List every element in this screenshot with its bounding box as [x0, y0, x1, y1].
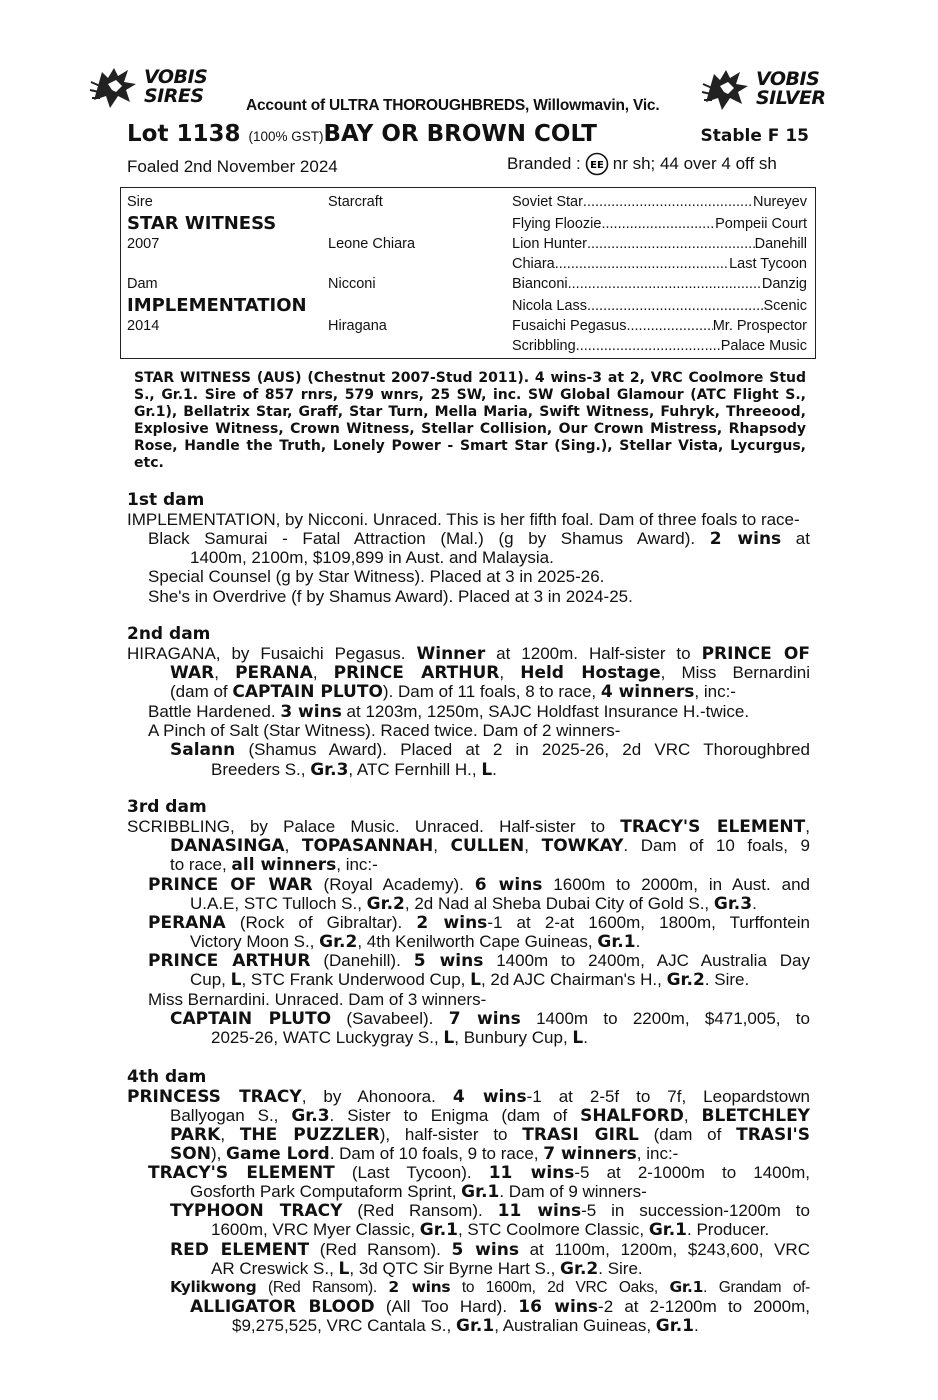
logo-line2: SILVER [756, 87, 826, 109]
text-segment: , STC Coolmore Classic, [457, 1220, 649, 1239]
logo-line1: VOBIS [756, 68, 820, 90]
pedigree-line [170, 1125, 810, 1145]
ancestor-row [512, 318, 807, 334]
bold-segment: PRINCE ARTHUR [148, 951, 311, 971]
dam-name: IMPLEMENTATION [127, 295, 307, 316]
bold-segment: Gr.1 [455, 1316, 495, 1336]
text-segment: A Pinch of Salt (Star Witness). Raced twice. Dam of 2 winners- [148, 721, 621, 740]
bold-segment: SON [170, 1144, 211, 1164]
text-segment: ), [210, 1144, 227, 1163]
sire-dam: Leone Chiara [328, 236, 416, 252]
text-segment: . Dam of 10 foals, 9 to race, [329, 1144, 544, 1163]
text-segment: (Royal Academy). [312, 875, 475, 894]
text-segment: at [781, 529, 810, 548]
bold-segment: RED ELEMENT [170, 1240, 310, 1260]
pedigree-line [170, 1240, 810, 1260]
bold-segment: CULLEN [450, 836, 525, 856]
bold-segment: 5 wins [451, 1240, 519, 1260]
sire-summary: STAR WITNESS (AUS) (Chestnut 2007-Stud 2011). 4 wins-3 at 2, VRC Coolmore Stud S., Gr.1. Sire of 857 rnrs, 579 wnrs, 25 SW, inc. SW Global Glamour (ATC Flight S., Gr.1), Bellatrix Star, Graff, Star Turn, Mella Maria, Swift Witness, Fuhryk, Threeood, Explosive Witness, Crown Witness, Stellar Collision, Our Crown Mistress, Rhapsody Rose, Handle the Truth, Lonely Power - Smart Star (Sing.), Stellar Vista, Lycurgus, etc. [134, 370, 806, 471]
text-segment: , 2d Nad al Sheba Dubai City of Gold S., [404, 894, 714, 913]
bold-segment: 2 wins [388, 1278, 451, 1296]
text-segment: HIRAGANA, by Fusaichi Pegasus. [127, 644, 417, 663]
bold-segment: DANASINGA [170, 836, 285, 856]
text-segment: at 1100m, 1200m, $243,600, VRC [518, 1240, 810, 1259]
bold-segment: Gr.1 [597, 932, 636, 952]
text-segment: , inc:- [694, 682, 736, 701]
foaled-date: Foaled 2nd November 2024 [127, 157, 338, 176]
text-segment: Battle Hardened. [148, 702, 281, 721]
text-segment: . Sire. [704, 970, 750, 989]
gst-note: (100% GST) [248, 129, 324, 144]
dam-year: 2014 [127, 318, 160, 334]
text-segment: . [583, 1028, 588, 1047]
text-segment: , [220, 1125, 240, 1144]
bold-segment: Held Hostage [520, 663, 661, 683]
pedigree-line [211, 1220, 769, 1240]
text-segment: Cup, [190, 970, 231, 989]
bold-segment: Salann [170, 740, 236, 760]
text-segment: Special Counsel (g by Star Witness). Placed at 3 in 2025-26. [148, 567, 605, 586]
bold-segment: SHALFORD [580, 1106, 684, 1126]
ancestor-left: Chiara [512, 256, 555, 272]
account-line: Account of ULTRA THOROUGHBREDS, Willowmavin, Vic. [246, 97, 660, 114]
text-segment: (dam of [638, 1125, 737, 1144]
pedigree-line [190, 970, 749, 990]
text-segment: 2025-26, WATC Luckygray S., [211, 1028, 444, 1047]
text-segment: , 3d QTC Sir Byrne Hart S., [349, 1259, 561, 1278]
text-segment: . [693, 1316, 699, 1335]
bold-segment: 6 wins [474, 875, 543, 895]
ancestor-right: Last Tycoon [729, 256, 807, 272]
pedigree-table [120, 187, 816, 359]
pedigree-line [170, 682, 736, 702]
bold-segment: 11 wins [497, 1201, 582, 1221]
pedigree-line [211, 1259, 643, 1279]
text-segment: (Rock of Gibraltar). [225, 913, 417, 932]
text-segment: Black Samurai - Fatal Attraction (Mal.) (g by Shamus Award). [148, 529, 710, 548]
ancestor-row [512, 236, 807, 252]
text-segment: (dam of [170, 682, 233, 701]
bold-segment: Winner [416, 644, 486, 664]
bold-segment: PARK [170, 1125, 221, 1145]
pedigree-line [190, 1297, 810, 1317]
text-segment: , ATC Fernhill H., [348, 760, 482, 779]
pedigree-line [211, 1028, 588, 1048]
ancestor-left: Soviet Star [512, 194, 583, 210]
text-segment: , [214, 663, 236, 682]
ancestor-right: Danzig [761, 276, 807, 292]
pedigree-line [170, 1201, 810, 1221]
text-segment: to race, [170, 855, 232, 874]
ancestor-left: Nicola Lass [512, 298, 587, 314]
bold-segment: TRASI'S [736, 1125, 810, 1145]
bold-segment: Gr.1 [648, 1220, 688, 1240]
text-segment: AR Creswick S., [211, 1259, 339, 1278]
bold-segment: Gr.3 [713, 894, 753, 914]
bold-segment: L [572, 1028, 584, 1048]
sire-label: Sire [127, 194, 153, 210]
bold-segment: PRINCE OF WAR [148, 875, 313, 895]
horse-head-logo-icon [700, 64, 756, 114]
bold-segment: WAR [170, 663, 215, 683]
text-segment: , by Ahonoora. [301, 1087, 453, 1106]
branded-label: Branded : [507, 154, 581, 173]
text-segment: , 2d AJC Chairman's H., [480, 970, 667, 989]
ancestor-right: Nureyev [753, 194, 807, 210]
bold-segment: TOPASANNAH [301, 836, 434, 856]
ancestor-left: Lion Hunter [512, 236, 587, 252]
bold-segment: Gr.3 [291, 1106, 330, 1126]
text-segment: . Grandam of- [703, 1279, 811, 1296]
text-segment: U.A.E, STC Tulloch S., [190, 894, 367, 913]
bold-segment: 4 winners [600, 682, 695, 702]
bold-segment: Gr.1 [655, 1316, 694, 1336]
section-heading-3rd-dam: 3rd dam [127, 797, 207, 817]
bold-segment: L [470, 970, 481, 990]
pedigree-line [148, 702, 749, 722]
text-segment: . Producer. [687, 1220, 770, 1239]
bold-segment: PRINCE OF [701, 644, 810, 664]
ancestor-row [512, 338, 807, 354]
pedigree-line [127, 1087, 810, 1107]
pedigree-line [170, 1278, 810, 1297]
bold-segment: 2 wins [709, 529, 782, 549]
text-segment: (Shamus Award). Placed at 2 in 2025-26, 2d VRC Thoroughbred [235, 740, 810, 759]
bold-segment: TOWKAY [541, 836, 624, 856]
logo-line1: VOBIS [144, 66, 208, 88]
text-segment: . [635, 932, 641, 951]
bold-segment: CAPTAIN PLUTO [170, 1009, 332, 1029]
text-segment: . Dam of 9 winners- [499, 1182, 647, 1201]
text-segment: . Dam of 10 foals, 9 [623, 836, 811, 855]
bold-segment: L [230, 970, 242, 990]
text-segment: , inc:- [336, 855, 378, 874]
text-segment: , [683, 1106, 702, 1125]
dam-sire: Nicconi [328, 276, 376, 292]
bold-segment: TYPHOON TRACY [170, 1201, 343, 1221]
text-segment: , inc:- [636, 1144, 679, 1163]
bold-segment: Gr.3 [310, 760, 349, 780]
text-segment: Victory Moon S., [190, 932, 320, 951]
bold-segment: Gr.2 [560, 1259, 599, 1279]
bold-segment: THE PUZZLER [239, 1125, 380, 1145]
bold-segment: 7 winners [543, 1144, 637, 1164]
text-segment: , STC Frank Underwood Cup, [241, 970, 471, 989]
bold-segment: Game Lord [226, 1144, 330, 1164]
pedigree-line [170, 1144, 678, 1164]
pedigree-line [170, 1009, 810, 1029]
bold-segment: PERANA [148, 913, 226, 933]
bold-segment: PERANA [235, 663, 313, 683]
text-segment: , Australian Guineas, [494, 1316, 656, 1335]
text-segment: , [499, 663, 521, 682]
bold-segment: ALLIGATOR BLOOD [190, 1297, 375, 1317]
text-segment: . [492, 760, 497, 779]
bold-segment: TRACY'S ELEMENT [148, 1163, 335, 1183]
pedigree-line [148, 990, 486, 1009]
ancestor-row [512, 216, 807, 232]
text-segment: ). Dam of 11 foals, 8 to race, [382, 682, 601, 701]
pedigree-line [148, 721, 620, 740]
text-segment: , 4th Kenilworth Cape Guineas, [357, 932, 598, 951]
vobis-silver-logo [700, 64, 826, 114]
section-heading-4th-dam: 4th dam [127, 1067, 207, 1087]
bold-segment: BLETCHLEY [701, 1106, 810, 1126]
bold-segment: PRINCESS TRACY [127, 1087, 302, 1107]
branded-text: nr sh; 44 over 4 off sh [612, 154, 777, 173]
pedigree-line [148, 1163, 810, 1183]
bold-segment: 4 wins [452, 1087, 527, 1107]
bold-segment: L [481, 760, 493, 780]
pedigree-line [148, 529, 810, 549]
text-segment: (Savabeel). [331, 1009, 449, 1028]
pedigree-line [170, 663, 810, 683]
bold-segment: 2 wins [416, 913, 488, 933]
text-segment: SCRIBBLING, by Palace Music. Unraced. Half-sister to [127, 817, 621, 836]
pedigree-line [127, 510, 810, 529]
text-segment: -1 at 2-at 1600m, 1800m, Turffontein [487, 913, 810, 932]
sire-year: 2007 [127, 236, 160, 252]
ancestor-row [512, 256, 807, 272]
sire-sire: Starcraft [328, 194, 383, 210]
bold-segment: Gr.2 [366, 894, 405, 914]
ancestor-right: Mr. Prospector [712, 318, 807, 334]
logo-line2: SIRES [144, 85, 204, 107]
dam-dam: Hiragana [328, 318, 387, 334]
text-segment: She's in Overdrive (f by Shamus Award). Placed at 3 in 2024-25. [148, 587, 633, 606]
bold-segment: Kylikwong [170, 1278, 257, 1296]
text-segment: , [433, 836, 451, 855]
lot-title: BAY OR BROWN COLT [323, 121, 597, 147]
text-segment: (Danehill). [310, 951, 414, 970]
lot-number: Lot 1138 [127, 121, 241, 147]
pedigree-line [148, 951, 810, 971]
text-segment: , [312, 663, 334, 682]
text-segment: (All Too Hard). [374, 1297, 519, 1316]
lot-heading [127, 121, 809, 153]
ancestor-row [512, 194, 807, 210]
text-segment: (Red Ransom). [309, 1240, 452, 1259]
text-segment: , [805, 817, 810, 836]
ancestor-left: Bianconi [512, 276, 568, 292]
text-segment: 1600m to 2000m, in Aust. and [542, 875, 810, 894]
ancestor-row [512, 276, 807, 292]
pedigree-line [190, 894, 757, 914]
pedigree-line [170, 740, 810, 760]
text-segment: 1400m to 2400m, AJC Australia Day [483, 951, 811, 970]
text-segment: Gosforth Park Computaform Sprint, [190, 1182, 462, 1201]
pedigree-line [170, 1106, 810, 1126]
pedigree-line [211, 760, 497, 780]
ancestor-right: Pompeii Court [715, 216, 807, 232]
text-segment: (Red Ransom). [256, 1279, 389, 1296]
bold-segment: 16 wins [518, 1297, 599, 1317]
text-segment: -5 in succession-1200m to [581, 1201, 810, 1220]
text-segment: (Last Tycoon). [334, 1163, 489, 1182]
text-segment: . [752, 894, 757, 913]
text-segment: 1600m, VRC Myer Classic, [211, 1220, 420, 1239]
text-segment: , [284, 836, 302, 855]
text-segment: -1 at 2-5f to 7f, Leopardstown [526, 1087, 810, 1106]
bold-segment: 5 wins [413, 951, 484, 971]
pedigree-line [170, 836, 810, 856]
vobis-sires-logo [88, 62, 207, 112]
ancestor-left: Flying Floozie [512, 216, 602, 232]
pedigree-line [127, 817, 810, 837]
bold-segment: L [443, 1028, 455, 1048]
text-segment: . Sire. [598, 1259, 643, 1278]
text-segment: -2 at 2-1200m to 2000m, [598, 1297, 810, 1316]
bold-segment: PRINCE ARTHUR [333, 663, 500, 683]
ancestor-left: Scribbling [512, 338, 576, 354]
text-segment: ), half-sister to [379, 1125, 523, 1144]
bold-segment: CAPTAIN PLUTO [232, 682, 383, 702]
brand-mark-icon [585, 152, 609, 176]
sire-name: STAR WITNESS [127, 213, 277, 234]
pedigree-line [148, 875, 810, 895]
bold-segment: 11 wins [488, 1163, 575, 1183]
ancestor-right: Palace Music [720, 338, 807, 354]
bold-segment: Gr.1 [419, 1220, 458, 1240]
ancestor-right: Danehill [754, 236, 807, 252]
text-segment: (Red Ransom). [342, 1201, 498, 1220]
pedigree-line [148, 913, 810, 933]
pedigree-line [148, 567, 604, 586]
bold-segment: Gr.2 [319, 932, 358, 952]
text-segment: $9,275,525, VRC Cantala S., [232, 1316, 456, 1335]
text-segment: -5 at 2-1000m to 1400m, [574, 1163, 810, 1182]
bold-segment: all winners [231, 855, 337, 875]
text-segment: at 1203m, 1250m, SAJC Holdfast Insurance H.-twice. [341, 702, 750, 721]
pedigree-line [190, 932, 640, 952]
ancestor-left: Fusaichi Pegasus [512, 318, 627, 334]
ancestor-right: Scenic [763, 298, 807, 314]
bold-segment: Gr.1 [669, 1278, 704, 1296]
bold-segment: 3 wins [280, 702, 342, 722]
text-segment: to 1600m, 2d VRC Oaks, [450, 1279, 670, 1296]
text-segment: . Sister to Enigma (dam of [329, 1106, 581, 1125]
pedigree-line [148, 587, 633, 606]
section-heading-2nd-dam: 2nd dam [127, 624, 211, 644]
ancestor-row [512, 298, 807, 314]
branded-line [507, 152, 777, 176]
text-segment: at 1200m. Half-sister to [485, 644, 702, 663]
text-segment: , Bunbury Cup, [454, 1028, 573, 1047]
pedigree-line [170, 855, 378, 875]
text-segment: Miss Bernardini. Unraced. Dam of 3 winners- [148, 990, 487, 1009]
text-segment: , [524, 836, 542, 855]
pedigree-line [190, 1182, 647, 1202]
bold-segment: Gr.1 [461, 1182, 500, 1202]
horse-head-logo-icon [88, 62, 144, 112]
text-segment: 1400m to 2200m, $471,005, to [520, 1009, 810, 1028]
bold-segment: 7 wins [448, 1009, 521, 1029]
text-segment: IMPLEMENTATION, by Nicconi. Unraced. This is her fifth foal. Dam of three foals to race- [127, 510, 800, 529]
text-segment: 1400m, 2100m, $109,899 in Aust. and Malaysia. [190, 548, 554, 567]
bold-segment: TRACY'S ELEMENT [620, 817, 806, 837]
text-segment: , Miss Bernardini [660, 663, 810, 682]
dam-label: Dam [127, 276, 158, 292]
pedigree-line [190, 548, 554, 567]
bold-segment: Gr.2 [666, 970, 705, 990]
svg-text:EE: EE [589, 160, 604, 171]
bold-segment: TRASI GIRL [522, 1125, 639, 1145]
bold-segment: L [338, 1259, 350, 1279]
text-segment: Breeders S., [211, 760, 311, 779]
section-heading-1st-dam: 1st dam [127, 490, 205, 510]
stable-label: Stable F 15 [700, 126, 809, 146]
text-segment: Ballyogan S., [170, 1106, 292, 1125]
pedigree-line [232, 1316, 699, 1336]
pedigree-line [127, 644, 810, 664]
